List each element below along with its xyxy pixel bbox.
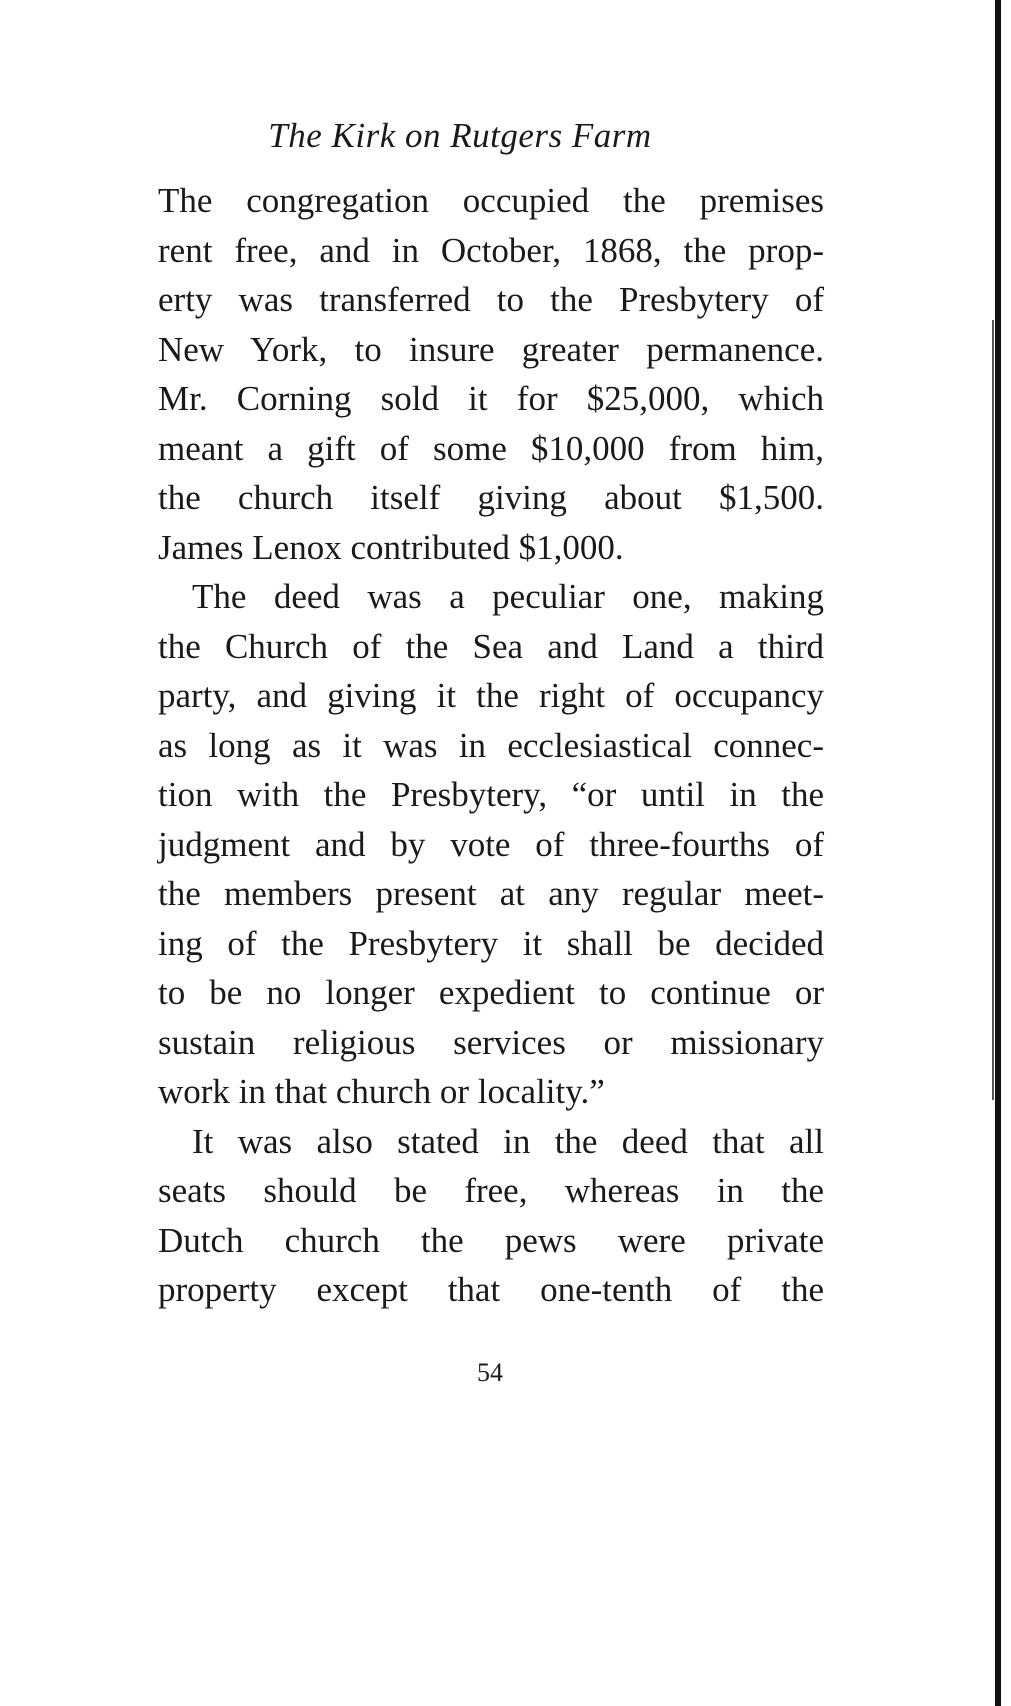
page-number: 54 [477, 1358, 503, 1387]
text-line: It was also stated in the deed that all [192, 1121, 824, 1161]
text-line: tion with the Presbytery, “or until in the [158, 775, 824, 814]
text-line: the members present at any regular meet- [158, 874, 824, 913]
text-line: the church itself giving about $1,500. [158, 478, 824, 517]
text-line: as long as it was in ecclesiastical connec- [158, 725, 824, 765]
body-text [158, 176, 824, 1315]
text-line: property except that one-tenth of the [158, 1270, 824, 1309]
text-line: ing of the Presbytery it shall be decided [158, 923, 824, 963]
text-line: work in that church or locality.” [158, 1072, 605, 1111]
running-head: The Kirk on Rutgers Farm [268, 116, 652, 155]
text-line: sustain religious services or missionary [158, 1022, 824, 1062]
text-line: judgment and by vote of three-fourths of [158, 824, 824, 864]
text-line: party, and giving it the right of occupancy [158, 676, 824, 715]
text-line: James Lenox contributed $1,000. [158, 527, 624, 567]
text-line: to be no longer expedient to continue or [158, 973, 824, 1012]
text-line: the Church of the Sea and Land a third [158, 626, 824, 666]
binding-edge [987, 0, 1011, 1706]
text-line: seats should be free, whereas in the [158, 1171, 824, 1210]
binding-shadow-inner [992, 320, 994, 1100]
text-line: meant a gift of some $10,000 from him, [158, 428, 824, 468]
text-line: The congregation occupied the premises [158, 181, 824, 220]
text-line: Dutch church the pews were private [158, 1220, 824, 1260]
text-line: erty was transferred to the Presbytery of [158, 280, 824, 319]
text-line: rent free, and in October, 1868, the prop- [158, 230, 824, 270]
text-line: The deed was a peculiar one, making [192, 577, 824, 616]
text-line: New York, to insure greater permanence. [158, 329, 824, 369]
binding-shadow [995, 0, 1001, 1706]
text-line: Mr. Corning sold it for $25,000, which [158, 379, 824, 418]
